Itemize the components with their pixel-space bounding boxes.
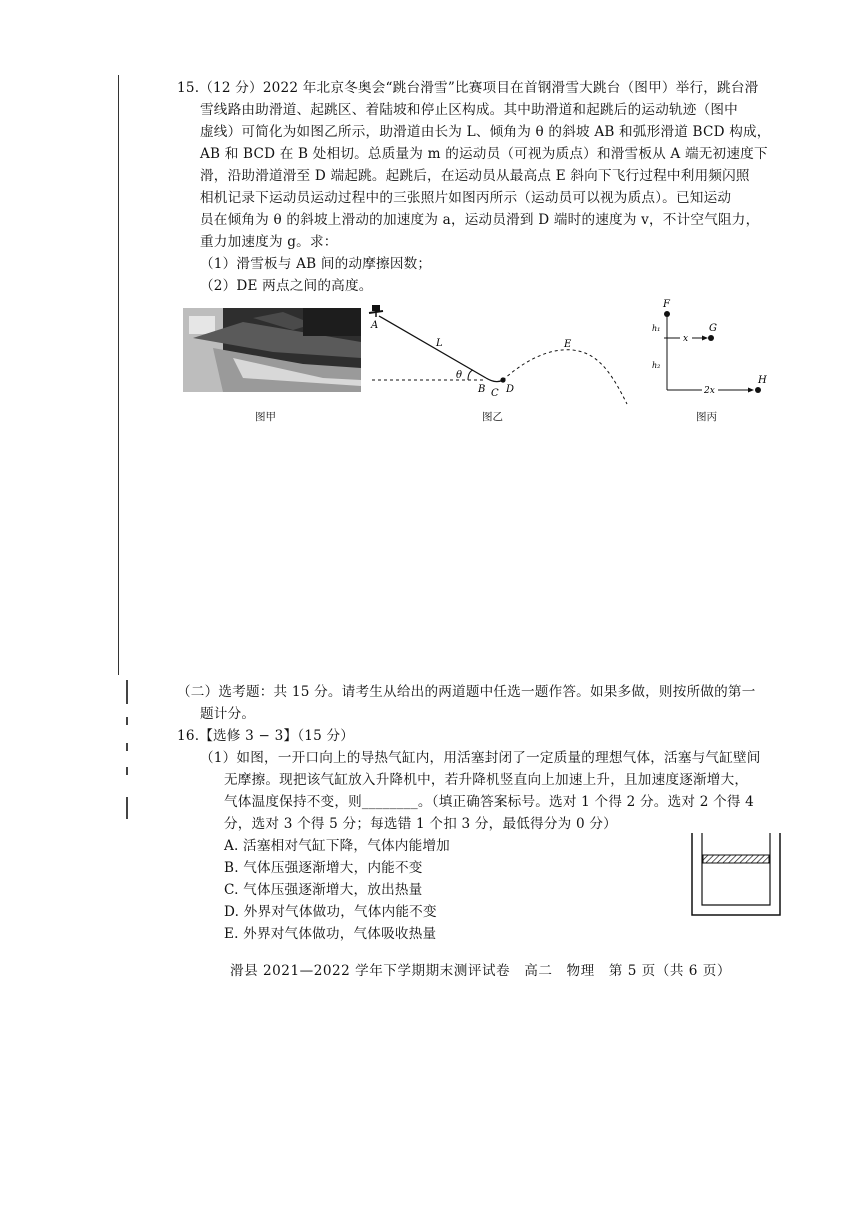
q16-stem-3: 气体温度保持不变，则________。（填正确答案标号。选对 1 个得 2 分。选对 2 个得 4 xyxy=(224,794,755,810)
q16-option-a: A. 活塞相对气缸下降，气体内能增加 xyxy=(224,838,450,854)
label-e: E xyxy=(564,339,572,350)
q15-line-2: 雪线路由助滑道、起跳区、着陆坡和停止区构成。其中助滑道和起跳后的运动轨迹（图中 xyxy=(200,102,738,118)
margin-mark xyxy=(126,717,128,725)
q16-stem-1: （1）如图，一开口向上的导热气缸内，用活塞封闭了一定质量的理想气体，活塞与气缸壁间 xyxy=(200,750,761,766)
label-l: L xyxy=(436,338,443,349)
q15-line-5: 滑，沿助滑道滑至 D 端起跳。起跳后，在运动员从最高点 E 斜向下飞行过程中利用频闪照 xyxy=(200,168,750,184)
q16-title: 16.【选修 3 − 3】（15 分） xyxy=(177,728,355,744)
label-h: H xyxy=(758,375,767,386)
angle-arc xyxy=(468,370,473,380)
q16-stem-4: 分，选对 3 个得 5 分；每选错 1 个扣 3 分，最低得分为 0 分） xyxy=(224,816,617,832)
q15-line-8: 重力加速度为 g。求： xyxy=(200,234,338,250)
skier-icon xyxy=(369,305,383,317)
label-g: G xyxy=(709,323,717,334)
left-margin-line xyxy=(118,75,119,675)
margin-mark xyxy=(126,680,128,704)
strobe-diagram xyxy=(640,296,780,404)
ski-jump-photo xyxy=(183,308,361,392)
q15-sub-2: （2）DE 两点之间的高度。 xyxy=(200,278,373,294)
section2-line-2: 题计分。 xyxy=(200,706,256,722)
margin-mark xyxy=(126,767,128,775)
q16-option-e: E. 外界对气体做功，气体吸收热量 xyxy=(224,926,437,942)
label-a: A xyxy=(371,320,379,331)
label-theta: θ xyxy=(456,370,463,381)
q16-option-c: C. 气体压强逐渐增大，放出热量 xyxy=(224,882,423,898)
q15-line-7: 员在倾角为 θ 的斜坡上滑动的加速度为 a，运动员滑到 D 端时的速度为 v，不计空气阻力， xyxy=(200,212,760,228)
point-h xyxy=(755,387,761,393)
label-x: x xyxy=(683,334,689,344)
label-h2: h₂ xyxy=(652,361,661,370)
margin-mark xyxy=(126,797,128,819)
q16-stem-2: 无摩擦。现把该气缸放入升降机中，若升降机竖直向上加速上升，且加速度逐渐增大， xyxy=(224,772,749,788)
label-d: D xyxy=(506,384,515,395)
q15-line-4: AB 和 BCD 在 B 处相切。总质量为 m 的运动员（可视为质点）和滑雪板从 A 端无初速度下 xyxy=(200,146,768,162)
q15-sub-1: （1）滑雪板与 AB 间的动摩擦因数； xyxy=(200,256,432,272)
slope-ab xyxy=(379,316,486,378)
page-footer: 滑县 2021—2022 学年下学期期末测评试卷 高二 物理 第 5 页（共 6 页） xyxy=(230,963,731,979)
label-2x: 2x xyxy=(704,386,715,396)
margin-mark xyxy=(126,743,128,751)
q15-line-3: 虚线）可简化为如图乙所示，助滑道由长为 L、倾角为 θ 的斜坡 AB 和弧形滑道 BCD 构成， xyxy=(200,124,771,140)
q15-line-1: 15.（12 分）2022 年北京冬奥会“跳台滑雪”比赛项目在首钢滑雪大跳台（图甲）举行，跳台滑 xyxy=(177,80,759,96)
piston xyxy=(703,855,769,863)
cylinder-piston-diagram xyxy=(690,833,782,917)
q16-option-b: B. 气体压强逐渐增大，内能不变 xyxy=(224,860,423,876)
point-g xyxy=(708,335,714,341)
track-diagram xyxy=(362,300,642,410)
q16-option-d: D. 外界对气体做功，气体内能不变 xyxy=(224,904,437,920)
fig2-caption: 图乙 xyxy=(482,411,503,423)
q15-line-6: 相机记录下运动员运动过程中的三张照片如图丙所示（运动员可以视为质点）。已知运动 xyxy=(200,190,732,206)
section2-line-1: （二）选考题：共 15 分。请考生从给出的两道题中任选一题作答。如果多做，则按所做的第一 xyxy=(177,684,756,700)
trajectory xyxy=(503,350,627,404)
fig3-caption: 图丙 xyxy=(696,411,717,423)
label-c: C xyxy=(491,388,499,399)
label-f: F xyxy=(663,299,670,310)
label-h1: h₁ xyxy=(652,324,661,333)
ski-jump-photo-drawing xyxy=(183,308,361,392)
label-b: B xyxy=(478,384,486,395)
fig1-caption: 图甲 xyxy=(255,411,276,423)
